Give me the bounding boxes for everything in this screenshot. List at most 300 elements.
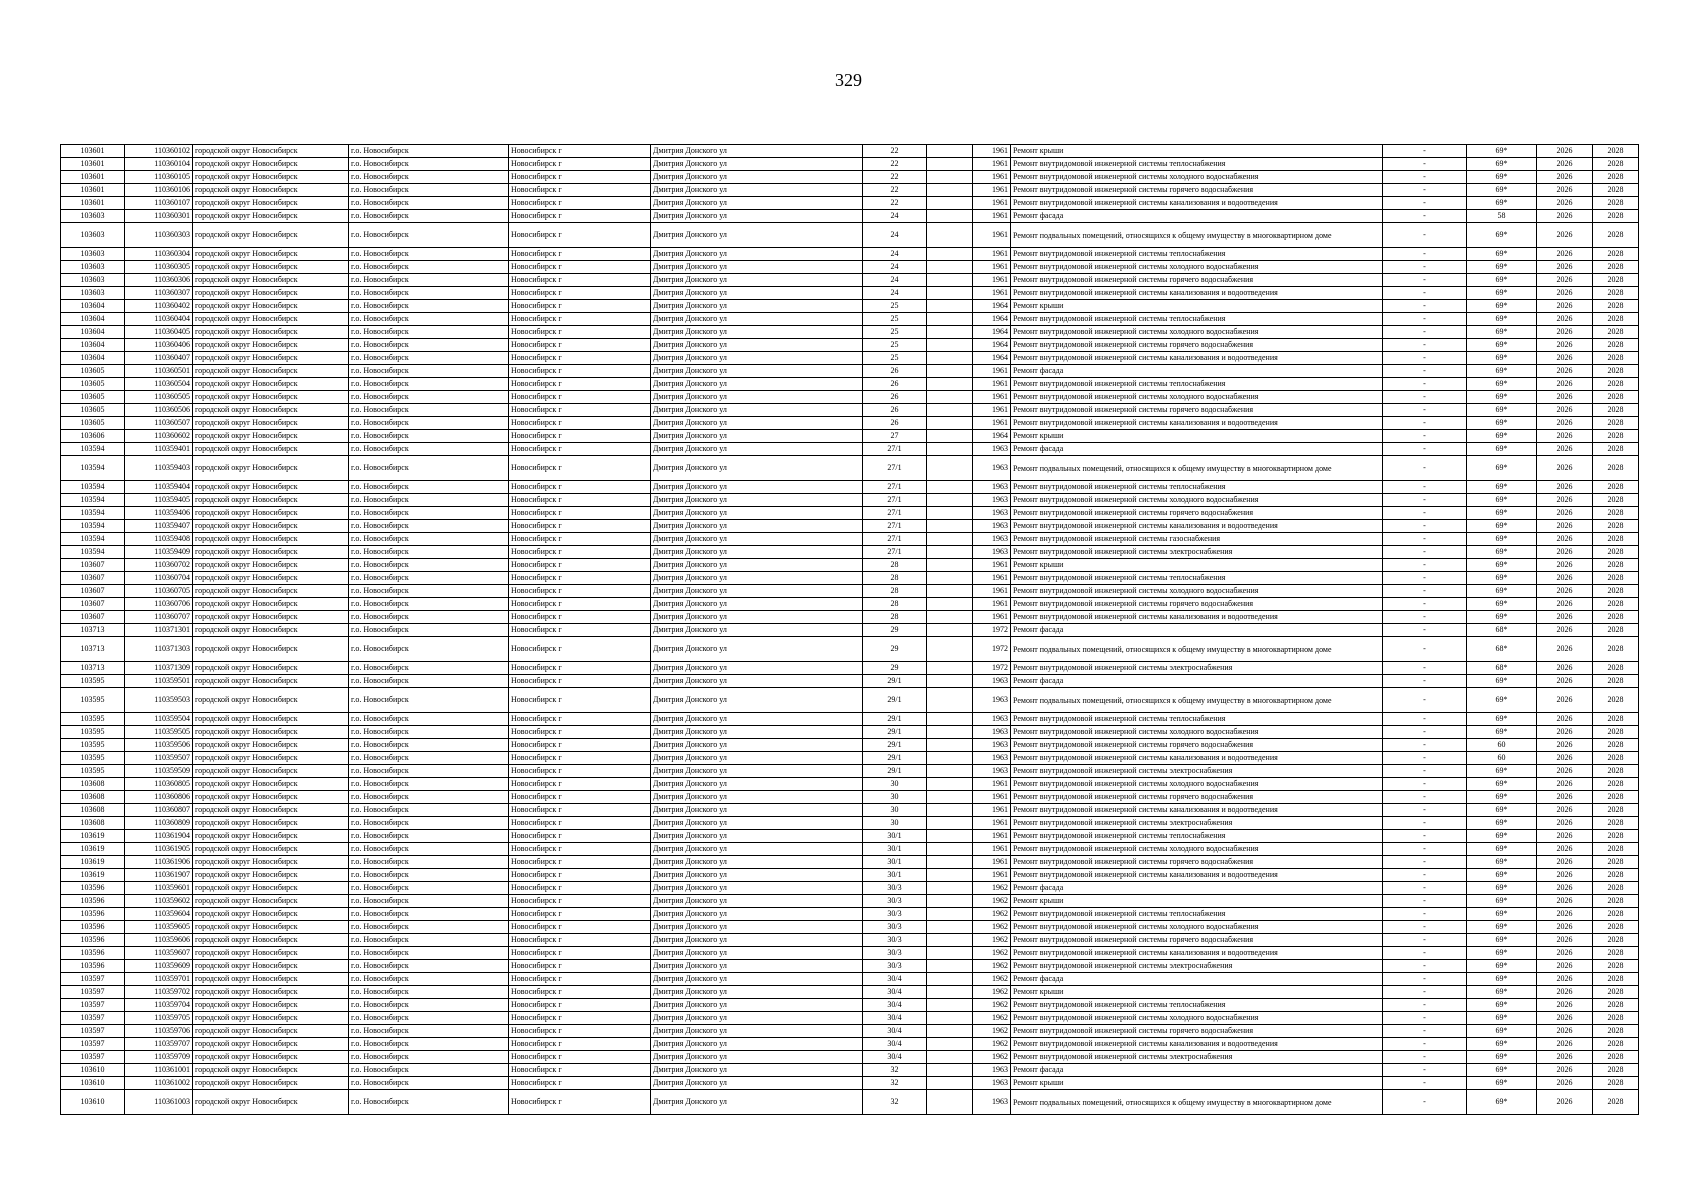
- city-cell: Новосибирск г: [509, 572, 651, 585]
- dash-cell: -: [1383, 752, 1467, 765]
- street-cell: Дмитрия Донского ул: [651, 934, 863, 947]
- house-number-cell: 32: [863, 1077, 927, 1090]
- work-code-cell: 110359401: [125, 443, 193, 456]
- start-year-cell: 2026: [1537, 739, 1593, 752]
- value-cell: 69*: [1467, 352, 1537, 365]
- build-year-cell: 1962: [973, 973, 1011, 986]
- dash-cell: -: [1383, 934, 1467, 947]
- build-year-cell: 1961: [973, 598, 1011, 611]
- build-year-cell: 1962: [973, 947, 1011, 960]
- district-cell: городской округ Новосибирск: [193, 507, 349, 520]
- municipality-cell: г.о. Новосибирск: [349, 287, 509, 300]
- district-cell: городской округ Новосибирск: [193, 843, 349, 856]
- city-cell: Новосибирск г: [509, 223, 651, 248]
- value-cell: 69*: [1467, 456, 1537, 481]
- table-row: [61, 261, 1639, 274]
- work-type-cell: Ремонт внутридомовой инженерной системы канализования и водоотведения: [1011, 869, 1383, 882]
- house-id-cell: 103595: [61, 675, 125, 688]
- table-row: [61, 223, 1639, 248]
- house-number-cell: 22: [863, 184, 927, 197]
- work-type-cell: Ремонт внутридомовой инженерной системы холодного водоснабжения: [1011, 585, 1383, 598]
- end-year-cell: 2028: [1593, 598, 1639, 611]
- start-year-cell: 2026: [1537, 300, 1593, 313]
- build-year-cell: 1962: [973, 999, 1011, 1012]
- district-cell: городской округ Новосибирск: [193, 430, 349, 443]
- table-row: [61, 572, 1639, 585]
- house-id-cell: 103595: [61, 752, 125, 765]
- work-type-cell: Ремонт внутридомовой инженерной системы канализования и водоотведения: [1011, 287, 1383, 300]
- build-year-cell: 1961: [973, 158, 1011, 171]
- house-id-cell: 103604: [61, 326, 125, 339]
- street-cell: Дмитрия Донского ул: [651, 287, 863, 300]
- value-cell: 69*: [1467, 921, 1537, 934]
- work-code-cell: 110360805: [125, 778, 193, 791]
- build-year-cell: 1961: [973, 856, 1011, 869]
- work-type-cell: Ремонт крыши: [1011, 430, 1383, 443]
- start-year-cell: 2026: [1537, 274, 1593, 287]
- work-type-cell: Ремонт внутридомовой инженерной системы горячего водоснабжения: [1011, 598, 1383, 611]
- street-cell: Дмитрия Донского ул: [651, 675, 863, 688]
- work-type-cell: Ремонт подвальных помещений, относящихся к общему имуществу в многоквартирном доме: [1011, 456, 1383, 481]
- build-year-cell: 1963: [973, 752, 1011, 765]
- city-cell: Новосибирск г: [509, 752, 651, 765]
- district-cell: городской округ Новосибирск: [193, 739, 349, 752]
- district-cell: городской округ Новосибирск: [193, 585, 349, 598]
- start-year-cell: 2026: [1537, 778, 1593, 791]
- build-year-cell: 1961: [973, 210, 1011, 223]
- table-row: [61, 843, 1639, 856]
- table-row: [61, 378, 1639, 391]
- street-cell: Дмитрия Донского ул: [651, 1064, 863, 1077]
- build-year-cell: 1962: [973, 934, 1011, 947]
- house-number-cell: 32: [863, 1064, 927, 1077]
- build-year-cell: 1972: [973, 662, 1011, 675]
- build-year-cell: 1963: [973, 675, 1011, 688]
- work-type-cell: Ремонт фасада: [1011, 1064, 1383, 1077]
- start-year-cell: 2026: [1537, 817, 1593, 830]
- build-year-cell: 1961: [973, 572, 1011, 585]
- start-year-cell: 2026: [1537, 378, 1593, 391]
- house-id-cell: 103595: [61, 739, 125, 752]
- house-number-cell: 26: [863, 365, 927, 378]
- house-number-cell: 27: [863, 430, 927, 443]
- table-row: [61, 960, 1639, 973]
- dash-cell: -: [1383, 921, 1467, 934]
- house-number-cell: 30/3: [863, 960, 927, 973]
- dash-cell: -: [1383, 158, 1467, 171]
- table-row: [61, 637, 1639, 662]
- start-year-cell: 2026: [1537, 326, 1593, 339]
- house-number-cell: 22: [863, 171, 927, 184]
- end-year-cell: 2028: [1593, 223, 1639, 248]
- work-code-cell: 110371301: [125, 624, 193, 637]
- start-year-cell: 2026: [1537, 210, 1593, 223]
- dash-cell: -: [1383, 546, 1467, 559]
- house-id-cell: 103603: [61, 248, 125, 261]
- district-cell: городской округ Новосибирск: [193, 1090, 349, 1115]
- house-number-cell: 29/1: [863, 739, 927, 752]
- value-cell: 69*: [1467, 287, 1537, 300]
- municipality-cell: г.о. Новосибирск: [349, 184, 509, 197]
- street-cell: Дмитрия Донского ул: [651, 546, 863, 559]
- municipality-cell: г.о. Новосибирск: [349, 210, 509, 223]
- end-year-cell: 2028: [1593, 688, 1639, 713]
- district-cell: городской округ Новосибирск: [193, 1038, 349, 1051]
- city-cell: Новосибирск г: [509, 869, 651, 882]
- dash-cell: -: [1383, 352, 1467, 365]
- work-code-cell: 110359409: [125, 546, 193, 559]
- building-cell: [927, 624, 973, 637]
- dash-cell: -: [1383, 391, 1467, 404]
- dash-cell: -: [1383, 947, 1467, 960]
- work-code-cell: 110360506: [125, 404, 193, 417]
- city-cell: Новосибирск г: [509, 507, 651, 520]
- end-year-cell: 2028: [1593, 921, 1639, 934]
- building-cell: [927, 417, 973, 430]
- table-row: [61, 507, 1639, 520]
- value-cell: 69*: [1467, 404, 1537, 417]
- district-cell: городской округ Новосибирск: [193, 559, 349, 572]
- house-number-cell: 24: [863, 223, 927, 248]
- work-type-cell: Ремонт внутридомовой инженерной системы холодного водоснабжения: [1011, 726, 1383, 739]
- house-id-cell: 103597: [61, 1038, 125, 1051]
- dash-cell: -: [1383, 882, 1467, 895]
- end-year-cell: 2028: [1593, 1038, 1639, 1051]
- start-year-cell: 2026: [1537, 1038, 1593, 1051]
- work-type-cell: Ремонт внутридомовой инженерной системы теплоснабжения: [1011, 158, 1383, 171]
- city-cell: Новосибирск г: [509, 261, 651, 274]
- district-cell: городской округ Новосибирск: [193, 223, 349, 248]
- value-cell: 69*: [1467, 791, 1537, 804]
- building-cell: [927, 675, 973, 688]
- street-cell: Дмитрия Донского ул: [651, 973, 863, 986]
- dash-cell: -: [1383, 1012, 1467, 1025]
- dash-cell: -: [1383, 726, 1467, 739]
- work-type-cell: Ремонт внутридомовой инженерной системы канализования и водоотведения: [1011, 520, 1383, 533]
- work-type-cell: Ремонт фасада: [1011, 443, 1383, 456]
- house-number-cell: 27/1: [863, 520, 927, 533]
- table-row: [61, 559, 1639, 572]
- house-number-cell: 30/4: [863, 1025, 927, 1038]
- district-cell: городской округ Новосибирск: [193, 804, 349, 817]
- district-cell: городской округ Новосибирск: [193, 675, 349, 688]
- end-year-cell: 2028: [1593, 145, 1639, 158]
- work-type-cell: Ремонт внутридомовой инженерной системы электроснабжения: [1011, 960, 1383, 973]
- street-cell: Дмитрия Донского ул: [651, 417, 863, 430]
- end-year-cell: 2028: [1593, 417, 1639, 430]
- work-code-cell: 110361907: [125, 869, 193, 882]
- end-year-cell: 2028: [1593, 934, 1639, 947]
- build-year-cell: 1961: [973, 261, 1011, 274]
- table-row: [61, 726, 1639, 739]
- house-id-cell: 103596: [61, 921, 125, 934]
- end-year-cell: 2028: [1593, 973, 1639, 986]
- building-cell: [927, 934, 973, 947]
- build-year-cell: 1961: [973, 248, 1011, 261]
- building-cell: [927, 713, 973, 726]
- start-year-cell: 2026: [1537, 908, 1593, 921]
- house-id-cell: 103604: [61, 352, 125, 365]
- district-cell: городской округ Новосибирск: [193, 248, 349, 261]
- building-cell: [927, 378, 973, 391]
- street-cell: Дмитрия Донского ул: [651, 507, 863, 520]
- municipality-cell: г.о. Новосибирск: [349, 986, 509, 999]
- street-cell: Дмитрия Донского ул: [651, 391, 863, 404]
- start-year-cell: 2026: [1537, 1064, 1593, 1077]
- dash-cell: -: [1383, 197, 1467, 210]
- street-cell: Дмитрия Донского ул: [651, 662, 863, 675]
- municipality-cell: г.о. Новосибирск: [349, 882, 509, 895]
- dash-cell: -: [1383, 300, 1467, 313]
- work-code-cell: 110361904: [125, 830, 193, 843]
- district-cell: городской округ Новосибирск: [193, 986, 349, 999]
- building-cell: [927, 494, 973, 507]
- street-cell: Дмитрия Донского ул: [651, 533, 863, 546]
- work-code-cell: 110359705: [125, 1012, 193, 1025]
- value-cell: 69*: [1467, 1038, 1537, 1051]
- municipality-cell: г.о. Новосибирск: [349, 404, 509, 417]
- start-year-cell: 2026: [1537, 986, 1593, 999]
- city-cell: Новосибирск г: [509, 1038, 651, 1051]
- building-cell: [927, 986, 973, 999]
- dash-cell: -: [1383, 1051, 1467, 1064]
- work-code-cell: 110359505: [125, 726, 193, 739]
- work-type-cell: Ремонт внутридомовой инженерной системы холодного водоснабжения: [1011, 778, 1383, 791]
- build-year-cell: 1962: [973, 895, 1011, 908]
- municipality-cell: г.о. Новосибирск: [349, 339, 509, 352]
- street-cell: Дмитрия Донского ул: [651, 481, 863, 494]
- house-number-cell: 30/4: [863, 986, 927, 999]
- start-year-cell: 2026: [1537, 184, 1593, 197]
- work-code-cell: 110360402: [125, 300, 193, 313]
- municipality-cell: г.о. Новосибирск: [349, 145, 509, 158]
- house-number-cell: 27/1: [863, 507, 927, 520]
- work-code-cell: 110359403: [125, 456, 193, 481]
- building-cell: [927, 662, 973, 675]
- house-number-cell: 30/1: [863, 843, 927, 856]
- building-cell: [927, 688, 973, 713]
- value-cell: 69*: [1467, 1064, 1537, 1077]
- start-year-cell: 2026: [1537, 726, 1593, 739]
- table-row: [61, 895, 1639, 908]
- house-id-cell: 103608: [61, 804, 125, 817]
- street-cell: Дмитрия Донского ул: [651, 223, 863, 248]
- dash-cell: -: [1383, 261, 1467, 274]
- municipality-cell: г.о. Новосибирск: [349, 1064, 509, 1077]
- start-year-cell: 2026: [1537, 662, 1593, 675]
- dash-cell: -: [1383, 804, 1467, 817]
- value-cell: 69*: [1467, 430, 1537, 443]
- build-year-cell: 1964: [973, 300, 1011, 313]
- table-row: [61, 443, 1639, 456]
- house-number-cell: 27/1: [863, 494, 927, 507]
- city-cell: Новосибирск г: [509, 287, 651, 300]
- build-year-cell: 1963: [973, 456, 1011, 481]
- dash-cell: -: [1383, 895, 1467, 908]
- start-year-cell: 2026: [1537, 895, 1593, 908]
- work-type-cell: Ремонт фасада: [1011, 210, 1383, 223]
- work-type-cell: Ремонт крыши: [1011, 1077, 1383, 1090]
- dash-cell: -: [1383, 326, 1467, 339]
- street-cell: Дмитрия Донского ул: [651, 1077, 863, 1090]
- work-type-cell: Ремонт внутридомовой инженерной системы горячего водоснабжения: [1011, 739, 1383, 752]
- municipality-cell: г.о. Новосибирск: [349, 675, 509, 688]
- city-cell: Новосибирск г: [509, 830, 651, 843]
- house-number-cell: 24: [863, 210, 927, 223]
- build-year-cell: 1963: [973, 494, 1011, 507]
- city-cell: Новосибирск г: [509, 960, 651, 973]
- end-year-cell: 2028: [1593, 585, 1639, 598]
- start-year-cell: 2026: [1537, 430, 1593, 443]
- city-cell: Новосибирск г: [509, 662, 651, 675]
- municipality-cell: г.о. Новосибирск: [349, 1090, 509, 1115]
- house-number-cell: 30: [863, 804, 927, 817]
- building-cell: [927, 456, 973, 481]
- table-row: [61, 934, 1639, 947]
- end-year-cell: 2028: [1593, 378, 1639, 391]
- street-cell: Дмитрия Донского ул: [651, 624, 863, 637]
- city-cell: Новосибирск г: [509, 611, 651, 624]
- build-year-cell: 1961: [973, 145, 1011, 158]
- start-year-cell: 2026: [1537, 352, 1593, 365]
- district-cell: городской округ Новосибирск: [193, 520, 349, 533]
- street-cell: Дмитрия Донского ул: [651, 713, 863, 726]
- build-year-cell: 1963: [973, 765, 1011, 778]
- municipality-cell: г.о. Новосибирск: [349, 443, 509, 456]
- street-cell: Дмитрия Донского ул: [651, 765, 863, 778]
- city-cell: Новосибирск г: [509, 1064, 651, 1077]
- house-id-cell: 103619: [61, 843, 125, 856]
- work-type-cell: Ремонт внутридомовой инженерной системы канализования и водоотведения: [1011, 417, 1383, 430]
- value-cell: 69*: [1467, 947, 1537, 960]
- start-year-cell: 2026: [1537, 572, 1593, 585]
- work-code-cell: 110371303: [125, 637, 193, 662]
- dash-cell: -: [1383, 443, 1467, 456]
- table-row: [61, 869, 1639, 882]
- end-year-cell: 2028: [1593, 869, 1639, 882]
- start-year-cell: 2026: [1537, 843, 1593, 856]
- building-cell: [927, 778, 973, 791]
- value-cell: 69*: [1467, 481, 1537, 494]
- city-cell: Новосибирск г: [509, 533, 651, 546]
- house-id-cell: 103596: [61, 882, 125, 895]
- house-id-cell: 103604: [61, 339, 125, 352]
- work-type-cell: Ремонт внутридомовой инженерной системы холодного водоснабжения: [1011, 1012, 1383, 1025]
- building-cell: [927, 300, 973, 313]
- municipality-cell: г.о. Новосибирск: [349, 313, 509, 326]
- dash-cell: -: [1383, 1025, 1467, 1038]
- house-number-cell: 29: [863, 637, 927, 662]
- work-code-cell: 110359601: [125, 882, 193, 895]
- street-cell: Дмитрия Донского ул: [651, 1025, 863, 1038]
- work-type-cell: Ремонт внутридомовой инженерной системы теплоснабжения: [1011, 378, 1383, 391]
- street-cell: Дмитрия Донского ул: [651, 843, 863, 856]
- work-type-cell: Ремонт внутридомовой инженерной системы горячего водоснабжения: [1011, 1025, 1383, 1038]
- city-cell: Новосибирск г: [509, 378, 651, 391]
- city-cell: Новосибирск г: [509, 908, 651, 921]
- city-cell: Новосибирск г: [509, 1012, 651, 1025]
- dash-cell: -: [1383, 1090, 1467, 1115]
- street-cell: Дмитрия Донского ул: [651, 300, 863, 313]
- municipality-cell: г.о. Новосибирск: [349, 713, 509, 726]
- municipality-cell: г.о. Новосибирск: [349, 947, 509, 960]
- build-year-cell: 1961: [973, 184, 1011, 197]
- building-cell: [927, 210, 973, 223]
- dash-cell: -: [1383, 791, 1467, 804]
- city-cell: Новосибирск г: [509, 300, 651, 313]
- build-year-cell: 1961: [973, 843, 1011, 856]
- work-type-cell: Ремонт внутридомовой инженерной системы горячего водоснабжения: [1011, 934, 1383, 947]
- city-cell: Новосибирск г: [509, 274, 651, 287]
- city-cell: Новосибирск г: [509, 999, 651, 1012]
- district-cell: городской округ Новосибирск: [193, 481, 349, 494]
- start-year-cell: 2026: [1537, 1077, 1593, 1090]
- work-type-cell: Ремонт фасада: [1011, 882, 1383, 895]
- start-year-cell: 2026: [1537, 960, 1593, 973]
- house-id-cell: 103597: [61, 1051, 125, 1064]
- work-code-cell: 110360507: [125, 417, 193, 430]
- municipality-cell: г.о. Новосибирск: [349, 611, 509, 624]
- table-row: [61, 430, 1639, 443]
- start-year-cell: 2026: [1537, 765, 1593, 778]
- municipality-cell: г.о. Новосибирск: [349, 494, 509, 507]
- dash-cell: -: [1383, 624, 1467, 637]
- work-code-cell: 110359606: [125, 934, 193, 947]
- house-number-cell: 22: [863, 145, 927, 158]
- house-id-cell: 103601: [61, 158, 125, 171]
- work-code-cell: 110359704: [125, 999, 193, 1012]
- table-row: [61, 986, 1639, 999]
- municipality-cell: г.о. Новосибирск: [349, 895, 509, 908]
- build-year-cell: 1961: [973, 404, 1011, 417]
- end-year-cell: 2028: [1593, 313, 1639, 326]
- value-cell: 69*: [1467, 520, 1537, 533]
- municipality-cell: г.о. Новосибирск: [349, 1038, 509, 1051]
- house-number-cell: 29: [863, 624, 927, 637]
- house-id-cell: 103605: [61, 417, 125, 430]
- house-id-cell: 103594: [61, 481, 125, 494]
- municipality-cell: г.о. Новосибирск: [349, 352, 509, 365]
- work-type-cell: Ремонт внутридомовой инженерной системы холодного водоснабжения: [1011, 494, 1383, 507]
- start-year-cell: 2026: [1537, 404, 1593, 417]
- house-number-cell: 29/1: [863, 726, 927, 739]
- house-id-cell: 103597: [61, 1012, 125, 1025]
- street-cell: Дмитрия Донского ул: [651, 520, 863, 533]
- work-type-cell: Ремонт крыши: [1011, 300, 1383, 313]
- work-type-cell: Ремонт внутридомовой инженерной системы газоснабжения: [1011, 533, 1383, 546]
- district-cell: городской округ Новосибирск: [193, 688, 349, 713]
- dash-cell: -: [1383, 999, 1467, 1012]
- table-row: [61, 1064, 1639, 1077]
- municipality-cell: г.о. Новосибирск: [349, 778, 509, 791]
- district-cell: городской округ Новосибирск: [193, 533, 349, 546]
- work-code-cell: 110359406: [125, 507, 193, 520]
- work-code-cell: 110360501: [125, 365, 193, 378]
- municipality-cell: г.о. Новосибирск: [349, 1025, 509, 1038]
- house-id-cell: 103713: [61, 662, 125, 675]
- building-cell: [927, 533, 973, 546]
- table-row: [61, 778, 1639, 791]
- end-year-cell: 2028: [1593, 713, 1639, 726]
- city-cell: Новосибирск г: [509, 417, 651, 430]
- build-year-cell: 1964: [973, 326, 1011, 339]
- district-cell: городской округ Новосибирск: [193, 274, 349, 287]
- dash-cell: -: [1383, 973, 1467, 986]
- work-type-cell: Ремонт подвальных помещений, относящихся к общему имуществу в многоквартирном доме: [1011, 1090, 1383, 1115]
- city-cell: Новосибирск г: [509, 947, 651, 960]
- house-number-cell: 30/3: [863, 921, 927, 934]
- building-cell: [927, 882, 973, 895]
